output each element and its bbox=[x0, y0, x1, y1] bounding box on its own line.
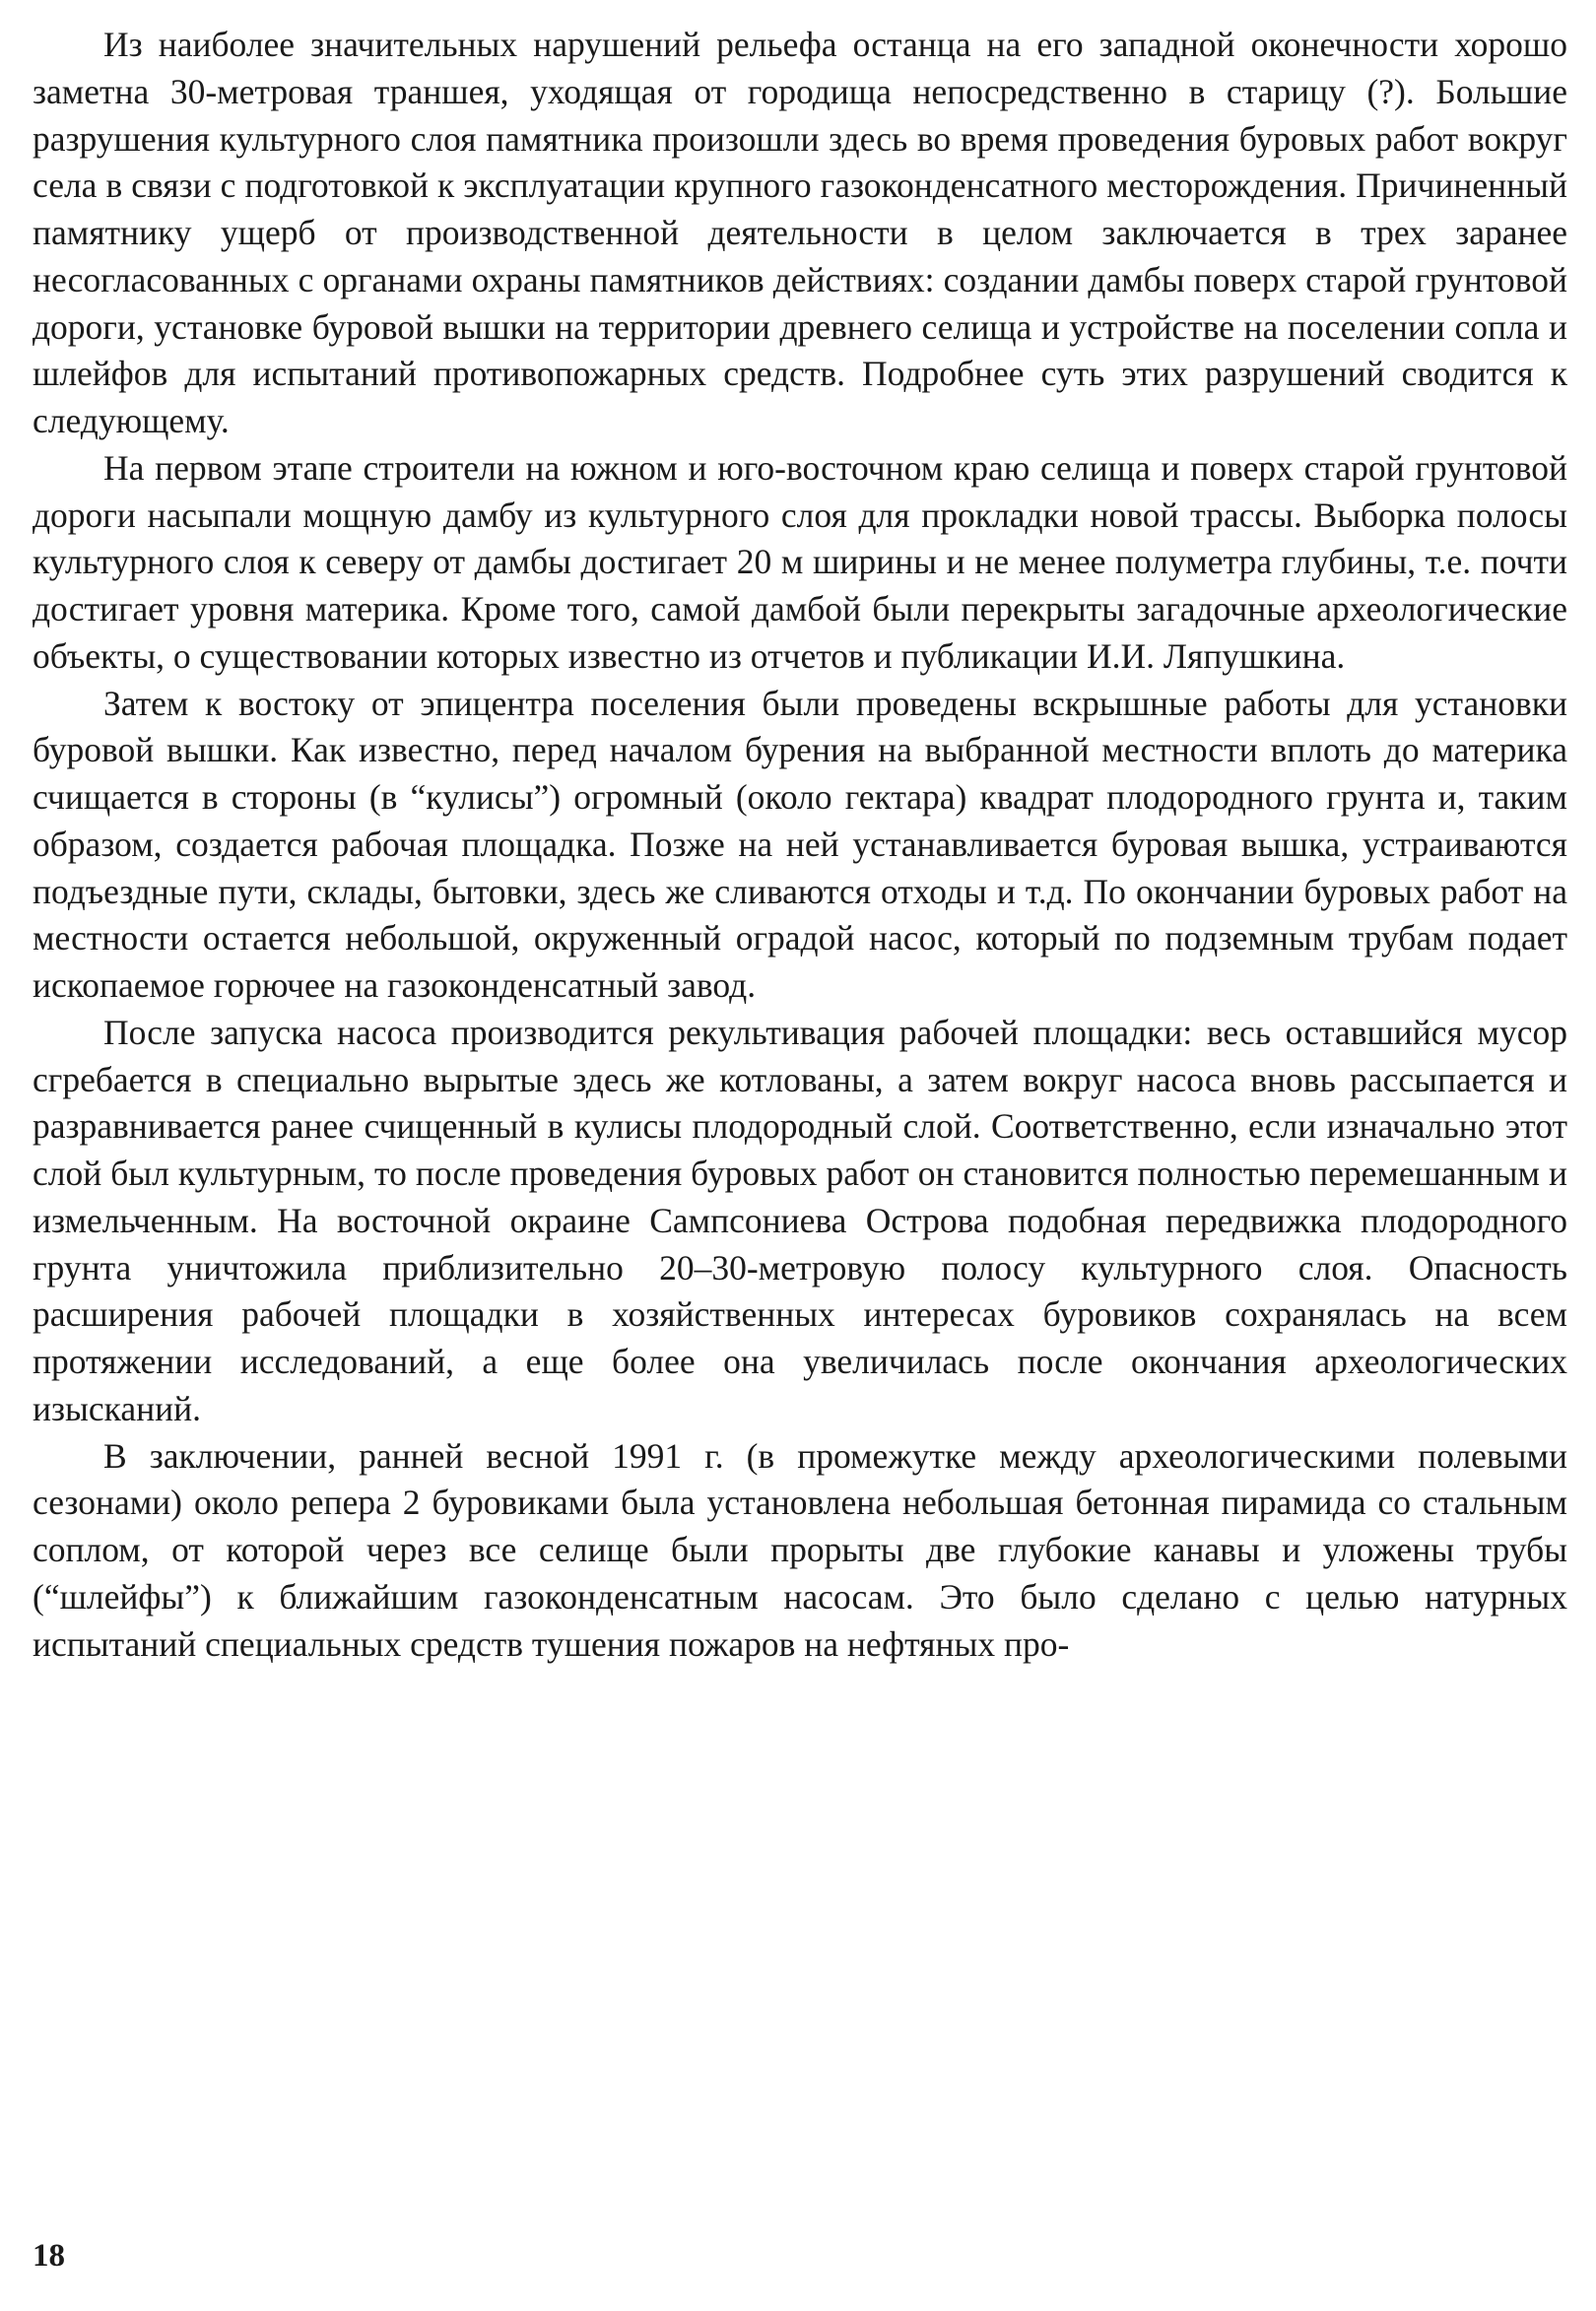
page-number: 18 bbox=[33, 2238, 65, 2274]
paragraph-2: На первом этапе строители на южном и юго-восточном краю селища и поверх старой грунтовой дороги насыпали мощную дамбу из культурного слоя для прокладки новой трассы. Выборка полосы культурного слоя к северу от дамбы достигает 20 м ширины и не менее полуметра глубины, т.е. почти достигает уровня материка. Кроме того, самой дамбой были перекрыты загадочные археологические объекты, о существовании которых известно из отчетов и публикации И.И. Ляпушкина. bbox=[33, 447, 1567, 676]
paragraph-1: Из наиболее значительных нарушений рельефа останца на его западной оконечности хорошо заметна 30-метровая траншея, уходящая от городища непосредственно в старицу (?). Большие разрушения культурного слоя памятника произошли здесь во время проведения буровых работ вокруг села в связи с подготовкой к эксплуатации крупного газоконденсатного месторождения. Причиненный памятнику ущерб от производственной деятельности в целом заключается в трех заранее несогласованных с органами охраны памятников действиях: создании дамбы поверх старой грунтовой дороги, установке буровой вышки на территории древнего селища и устройстве на поселении сопла и шлейфов для испытаний противопожарных средств. Подробнее суть этих разрушений сводится к следующему. bbox=[33, 25, 1567, 440]
body-text bbox=[33, 22, 1567, 1668]
paragraph-4: После запуска насоса производится рекультивация рабочей площадки: весь оставшийся мусор сгребается в специально вырытые здесь же котлованы, а затем вокруг насоса вновь рассыпается и разравнивается ранее счищенный в кулисы плодородный слой. Соответственно, если изначально этот слой был культурным, то после проведения буровых работ он становится полностью перемешанным и измельченным. На восточной окраине Сампсониева Острова подобная передвижка плодородного грунта уничтожила приблизительно 20–30-метровую полосу культурного слоя. Опасность расширения рабочей площадки в хозяйственных интересах буровиков сохранялась на всем протяжении исследований, а еще более она увеличилась после окончания археологических изысканий. bbox=[33, 1012, 1567, 1428]
paragraph-5: В заключении, ранней весной 1991 г. (в промежутке между археологическими полевыми сезонами) около репера 2 буровиками была установлена небольшая бетонная пирамида со стальным соплом, от которой через все селище были прорыты две глубокие канавы и уложены трубы (“шлейфы”) к ближайшим газоконденсатным насосам. Это было сделано с целью натурных испытаний специальных средств тушения пожаров на нефтяных про- bbox=[33, 1435, 1567, 1664]
paragraph-3: Затем к востоку от эпицентра поселения были проведены вскрышные работы для установки буровой вышки. Как известно, перед началом бурения на выбранной местности вплоть до материка счищается в стороны (в “кулисы”) огромный (около гектара) квадрат плодородного грунта и, таким образом, создается рабочая площадка. Позже на ней устанавливается буровая вышка, устраиваются подъездные пути, склады, бытовки, здесь же сливаются отходы и т.д. По окончании буровых работ на местности остается небольшой, окруженный оградой насос, который по подземным трубам подает ископаемое горючее на газоконденсатный завод. bbox=[33, 683, 1567, 1005]
